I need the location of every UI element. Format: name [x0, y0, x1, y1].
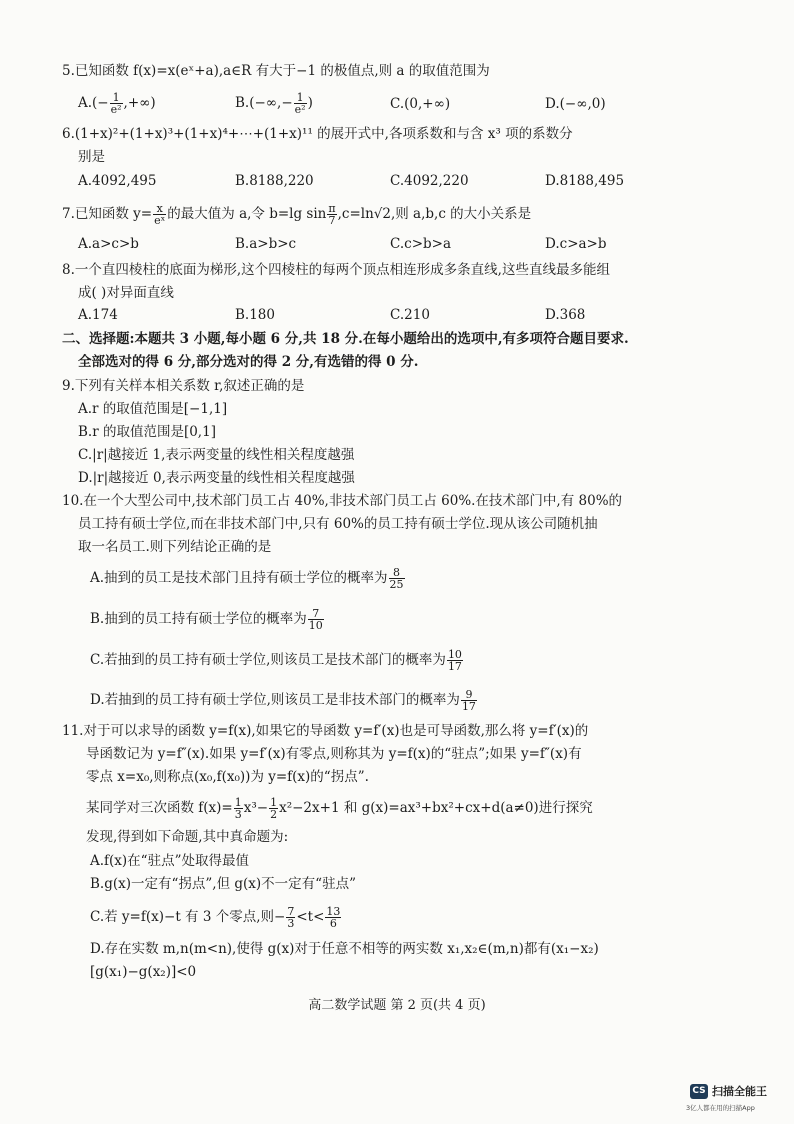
q9-option-b: B.r 的取值范围是[0,1] — [78, 424, 216, 440]
q8-stem: 8.一个直四棱柱的底面为梯形,这个四棱柱的每两个顶点相连形成多条直线,这些直线最多能组 — [62, 262, 610, 278]
q11-option-b: B.g(x)一定有“拐点”,但 g(x)不一定有“驻点” — [90, 876, 356, 892]
q9-option-d: D.|r|越接近 0,表示两变量的线性相关程度越强 — [78, 470, 355, 486]
q8-option-d: D.368 — [545, 307, 586, 323]
camscanner-logo-icon: CS — [690, 1084, 708, 1099]
q11-stem-5: 发现,得到如下命题,其中真命题为: — [86, 829, 289, 845]
q5-option-a: A.(− $\frac{1}{\text{e²}}$ ,+∞) — [78, 91, 156, 116]
q6-stem-cont: 别是 — [78, 149, 105, 165]
q6-option-b: B.8188,220 — [235, 173, 314, 189]
q7-option-b: B.a>b>c — [235, 236, 297, 252]
q9-option-c: C.|r|越接近 1,表示两变量的线性相关程度越强 — [78, 447, 355, 463]
q11-option-a: A.f(x)在“驻点”处取得最值 — [90, 853, 249, 869]
q9-stem: 9.下列有关样本相关系数 r,叙述正确的是 — [62, 378, 305, 394]
q5-option-d: D.(−∞,0) — [545, 96, 606, 112]
q9-option-a: A.r 的取值范围是[−1,1] — [78, 401, 228, 417]
q10-option-c: C.若抽到的员工持有硕士学位,则该员工是技术部门的概率为 $\frac{10}{17}$ — [90, 648, 462, 673]
q11-stem: 11.对于可以求导的函数 y=f(x),如果它的导函数 y=f′(x)也是可导函数,那么将 y=f′(x)的 — [62, 723, 589, 739]
q5-option-c: C.(0,+∞) — [390, 96, 451, 112]
q11-option-c: C.若 y=f(x)−t 有 3 个零点,则− $\frac{7}{3}$ <t< $\frac{13}{6}$ — [90, 905, 341, 930]
q8-option-c: C.210 — [390, 307, 430, 323]
q11-stem-3: 零点 x=x₀,则称点(x₀,f(x₀))为 y=f(x)的“拐点”. — [86, 769, 369, 785]
brand-tagline: 3亿人都在用的扫描App — [686, 1104, 755, 1112]
q10-stem-2: 员工持有硕士学位,而在非技术部门中,只有 60%的员工持有硕士学位.现从该公司随机抽 — [78, 516, 598, 532]
brand-name: 扫描全能王 — [712, 1085, 767, 1098]
section2-heading-cont: 全部选对的得 6 分,部分选对的得 2 分,有选错的得 0 分. — [78, 354, 419, 370]
q10-option-a: A.抽到的员工是技术部门且持有硕士学位的概率为 $\frac{8}{25}$ — [90, 566, 404, 591]
q6-stem: 6.(1+x)²+(1+x)³+(1+x)⁴+⋯+(1+x)¹¹ 的展开式中,各项系数和与含 x³ 项的系数分 — [62, 126, 573, 142]
q10-option-d: D.若抽到的员工持有硕士学位,则该员工是非技术部门的概率为 $\frac{9}{17}$ — [90, 688, 476, 713]
page-footer: 高二数学试题 第 2 页(共 4 页) — [308, 998, 486, 1013]
q11-option-d: D.存在实数 m,n(m<n),使得 g(x)对于任意不相等的两实数 x₁,x₂∈(m,n)都有(x₁−x₂) — [90, 941, 599, 957]
q10-option-b: B.抽到的员工持有硕士学位的概率为 $\frac{7}{10}$ — [90, 607, 323, 632]
q11-stem-4: 某同学对三次函数 f(x)= $\frac{1}{3}$ x³− $\frac{1}{2}$ x²−2x+1 和 g(x)=ax³+bx²+cx+d(a≠0)进行探究 — [86, 796, 593, 821]
q6-option-c: C.4092,220 — [390, 173, 469, 189]
q7-option-c: C.c>b>a — [390, 236, 452, 252]
section2-heading: 二、选择题:本题共 3 小题,每小题 6 分,共 18 分.在每小题给出的选项中,有多项符合题目要求. — [62, 331, 629, 347]
q7-option-a: A.a>c>b — [78, 236, 139, 252]
q6-option-a: A.4092,495 — [78, 173, 157, 189]
q10-stem-3: 取一名员工.则下列结论正确的是 — [78, 539, 272, 555]
q8-stem-cont: 成( )对异面直线 — [78, 285, 174, 301]
q7-option-d: D.c>a>b — [545, 236, 607, 252]
q8-option-a: A.174 — [78, 307, 118, 323]
q5-stem: 5.已知函数 f(x)=x(eˣ+a),a∈R 有大于−1 的极值点,则 a 的取值范围为 — [62, 63, 490, 79]
q10-stem: 10.在一个大型公司中,技术部门员工占 40%,非技术部门员工占 60%.在技术部门中,有 80%的 — [62, 493, 623, 509]
q11-option-d-cont: [g(x₁)−g(x₂)]<0 — [90, 964, 197, 980]
q7-stem: 7.已知函数 y= $\frac{x}{\text{eˣ}}$ 的最大值为 a,令 b=lg sin $\frac{\pi}{7}$ ,c=ln√2,则 a,b,c 的大小关系是 — [62, 202, 532, 227]
q6-option-d: D.8188,495 — [545, 173, 625, 189]
q5-option-b: B.(−∞,− $\frac{1}{\text{e²}}$ ) — [235, 91, 313, 116]
q11-stem-2: 导函数记为 y=f″(x).如果 y=f′(x)有零点,则称其为 y=f(x)的“驻点”;如果 y=f″(x)有 — [86, 746, 582, 762]
q8-option-b: B.180 — [235, 307, 275, 323]
